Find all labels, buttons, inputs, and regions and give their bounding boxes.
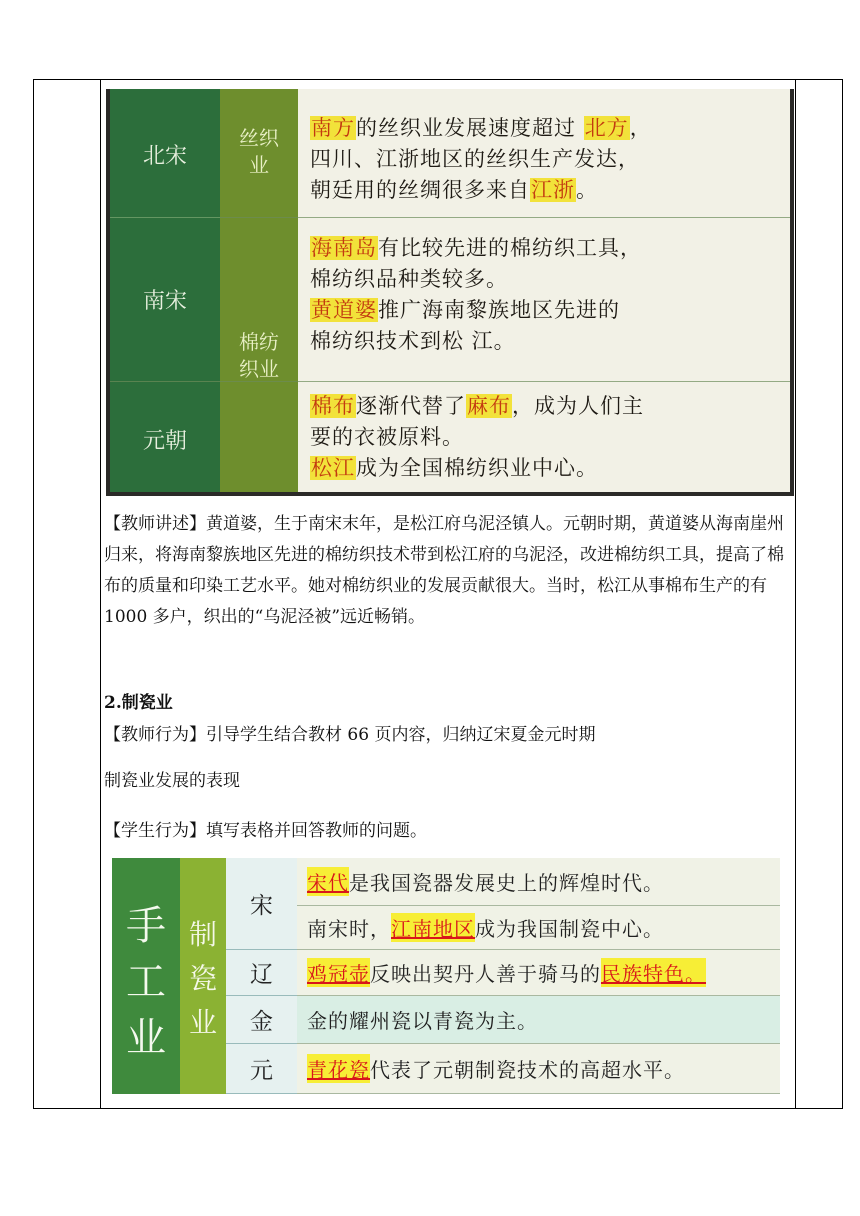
text-segment: 代表了元朝制瓷技术的高超水平。 (370, 1058, 685, 1082)
teacher-narration: 【教师讲述】黄道婆，生于南宋末年，是松江府乌泥泾镇人。元朝时期，黄道婆从海南崖州归来，将海南黎族地区先进的棉纺织技术带到松江府的乌泥泾，改进棉纺织工具，提高了棉布的质量和印染工艺水平。她对棉纺织业的发展贡献很大。当时，松江从事棉布生产的有 1000 多户，织出的“乌泥泾被”远近畅销。 (104, 514, 784, 627)
student-action: 【学生行为】填写表格并回答教师的问题。 (104, 821, 427, 841)
dynasty-yuan: 元 (226, 1044, 297, 1094)
yuan-cotton-description (310, 391, 776, 484)
text-segment: 。 (576, 178, 598, 202)
silk-description (310, 113, 776, 206)
teacher-action-line2: 制瓷业发展的表现 (104, 771, 240, 791)
highlighted-keyword: 南方 (311, 116, 355, 140)
text-segment: 的丝织业发展速度超过 (356, 116, 584, 140)
highlighted-keyword: 青花瓷 (307, 1054, 370, 1083)
industry-silk: 丝织 业 (239, 125, 279, 177)
highlighted-keyword: 麻布 (467, 394, 511, 418)
text-segment: 反映出契丹人善于骑马的 (370, 962, 601, 986)
highlighted-keyword: 海南岛 (311, 236, 377, 260)
dynasty-jin: 金 (226, 996, 297, 1044)
porcelain-row (297, 996, 780, 1044)
porcelain-table-photo (108, 856, 780, 1096)
porcelain-row (297, 858, 780, 906)
text-segment: 金的耀州瓷以青瓷为主。 (307, 1009, 538, 1033)
highlighted-keyword: 鸡冠壶 (307, 958, 370, 987)
table-column-line (795, 79, 796, 1109)
highlighted-keyword: 棉布 (311, 394, 355, 418)
era-northern-song: 北宋 (142, 143, 187, 169)
era-yuan: 元朝 (142, 428, 187, 454)
text-segment: 南宋时， (307, 917, 391, 941)
text-segment: 推广海南黎族地区先进的 棉纺织技术到松 江。 (310, 298, 620, 353)
text-segment: 是我国瓷器发展史上的辉煌时代。 (349, 871, 664, 895)
porcelain-row (297, 1044, 780, 1094)
era-southern-song: 南宋 (142, 288, 187, 314)
southern-song-cotton-description (310, 233, 776, 357)
textile-slide-photo (106, 89, 794, 496)
dynasty-song: 宋 (226, 858, 297, 950)
highlighted-keyword: 黄道婆 (311, 298, 377, 322)
highlighted-keyword: 宋代 (307, 867, 349, 896)
section-title: 2.制瓷业 (104, 693, 173, 713)
highlighted-keyword: 北方 (584, 116, 629, 140)
handicraft-label: 手 工 业 (112, 858, 180, 1094)
highlighted-keyword: 江浙 (531, 178, 575, 202)
highlighted-keyword: 松江 (311, 456, 355, 480)
dynasty-liao: 辽 (226, 950, 297, 996)
industry-cotton: 棉纺 织业 (239, 330, 279, 381)
text-segment: ，成为人们主 要的衣被原料。 (310, 394, 644, 449)
text-segment: 逐渐代替了 (356, 394, 466, 418)
text-segment: 有比较先进的棉纺织工具， 棉纺织品种类较多。 (310, 236, 642, 291)
text-segment: 成为全国棉纺织业中心。 (356, 456, 598, 480)
text-segment: 成为我国制瓷中心。 (475, 917, 664, 941)
porcelain-row (297, 950, 780, 996)
table-column-line (100, 79, 101, 1109)
porcelain-label: 制 瓷 业 (180, 858, 226, 1094)
highlighted-keyword: 民族特色。 (601, 958, 706, 987)
text-segment: ， 四川、江浙地区的丝织生产发达， 朝廷用的丝绸很多来自 (310, 116, 652, 202)
teacher-action-line1: 【教师行为】引导学生结合教材 66 页内容，归纳辽宋夏金元时期 (104, 725, 596, 745)
highlighted-keyword: 江南地区 (391, 913, 475, 942)
porcelain-row (297, 906, 780, 950)
